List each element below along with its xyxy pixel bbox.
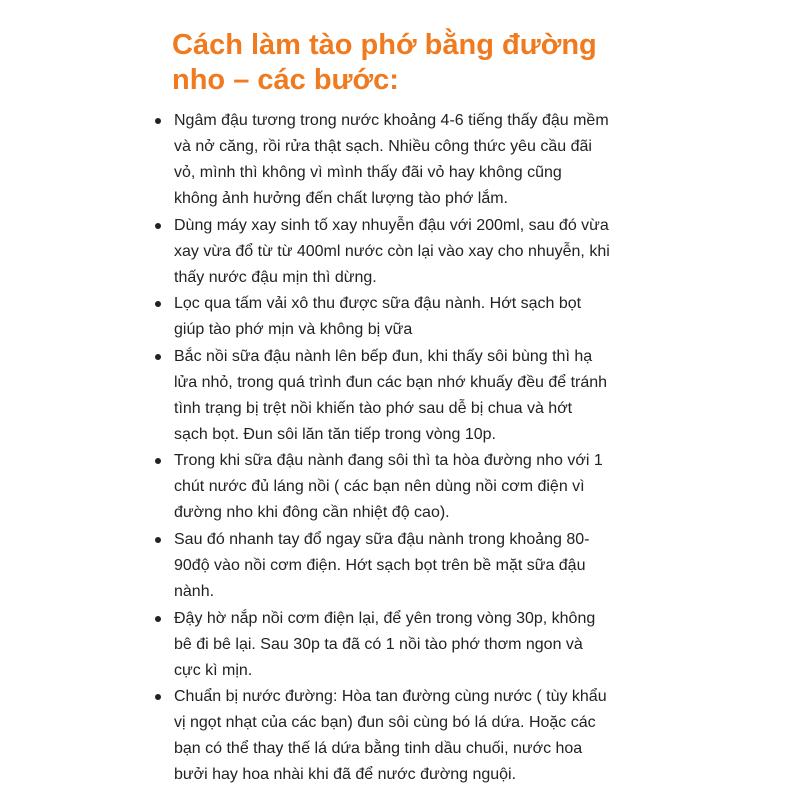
step-item-1 [150,108,650,212]
step-text-line: thấy nước đậu mịn thì dừng. [174,268,377,286]
step-text-line: cực kì mịn. [174,661,253,679]
bullet-icon [155,118,161,124]
bullet-icon [155,223,161,229]
step-text-line: chút nước đủ láng nồi ( các bạn nên dùng nồi cơm điện vì [174,478,585,496]
step-text-line: vị ngọt nhạt của các bạn) đun sôi cùng bó lá dứa. Hoặc các [174,714,596,732]
title-line-1: Cách làm tào phớ bằng đường [172,29,597,61]
step-text-line: Lọc qua tấm vải xô thu được sữa đậu nành. Hớt sạch bọt [174,295,582,313]
step-item-4 [150,344,650,448]
step-text-line: Dùng máy xay sinh tố xay nhuyễn đậu với 200ml, sau đó vừa [174,216,609,234]
step-text-line: Sau đó nhanh tay đổ ngay sữa đậu nành trong khoảng 80- [174,530,590,548]
step-text-line: tình trạng bị trệt nồi khiến tào phớ sau dễ bị chua và hớt [174,399,573,417]
step-item-6 [150,527,650,605]
step-text-line: 90độ vào nồi cơm điện. Hớt sạch bọt trên bề mặt sữa đậu [174,556,586,574]
title-line-2: nho – các bước: [172,64,399,96]
step-item-2 [150,213,650,291]
step-text-line: nành. [174,582,215,600]
step-text-line: vỏ, mình thì không vì mình thấy đãi vỏ hay không cũng [174,164,562,181]
step-item-3 [150,291,650,343]
step-text-line: và nở căng, rồi rửa thật sạch. Nhiều công thức yêu cầu đãi [174,138,592,155]
step-text-line: Đậy hờ nắp nồi cơm điện lại, để yên trong vòng 30p, không [174,609,596,627]
bullet-icon [155,301,161,307]
step-text-line: Trong khi sữa đậu nành đang sôi thì ta hòa đường nho với 1 [174,452,603,470]
step-text-line: lửa nhỏ, trong quá trình đun các bạn nhớ khuấy đều để tránh [174,373,608,391]
steps-list [150,108,650,789]
page-title [172,28,692,98]
step-item-7 [150,606,650,684]
bullet-icon [155,354,161,360]
step-item-8 [150,684,650,788]
bullet-icon [155,616,161,622]
step-text-line: giúp tào phớ mịn và không bị vữa [174,321,413,339]
step-text-line: Chuẩn bị nước đường: Hòa tan đường cùng nước ( tùy khẩu [174,688,607,706]
step-text-line: bê đi bê lại. Sau 30p ta đã có 1 nồi tào phớ thơm ngon và [174,635,583,653]
bullet-icon [155,694,161,700]
step-text-line: sạch bọt. Đun sôi lăn tăn tiếp trong vòng 10p. [174,425,496,443]
step-text-line: không ảnh hưởng đến chất lượng tào phớ lắm. [174,190,508,207]
step-text-line: đường nho khi đông cần nhiệt độ cao). [174,504,450,522]
step-item-5 [150,448,650,526]
step-text-line: bưởi hay hoa nhài khi đã để nước đường nguội. [174,766,517,784]
step-text-line: Ngâm đậu tương trong nước khoảng 4-6 tiếng thấy đậu mềm [174,112,609,129]
step-text-line: bạn có thể thay thế lá dứa bằng tinh dầu chuối, nước hoa [174,740,583,758]
step-text-line: Bắc nồi sữa đậu nành lên bếp đun, khi thấy sôi bùng thì hạ [174,347,593,365]
bullet-icon [155,458,161,464]
step-text-line: xay vừa đổ từ từ 400ml nước còn lại vào xay cho nhuyễn, khi [174,242,610,260]
bullet-icon [155,537,161,543]
